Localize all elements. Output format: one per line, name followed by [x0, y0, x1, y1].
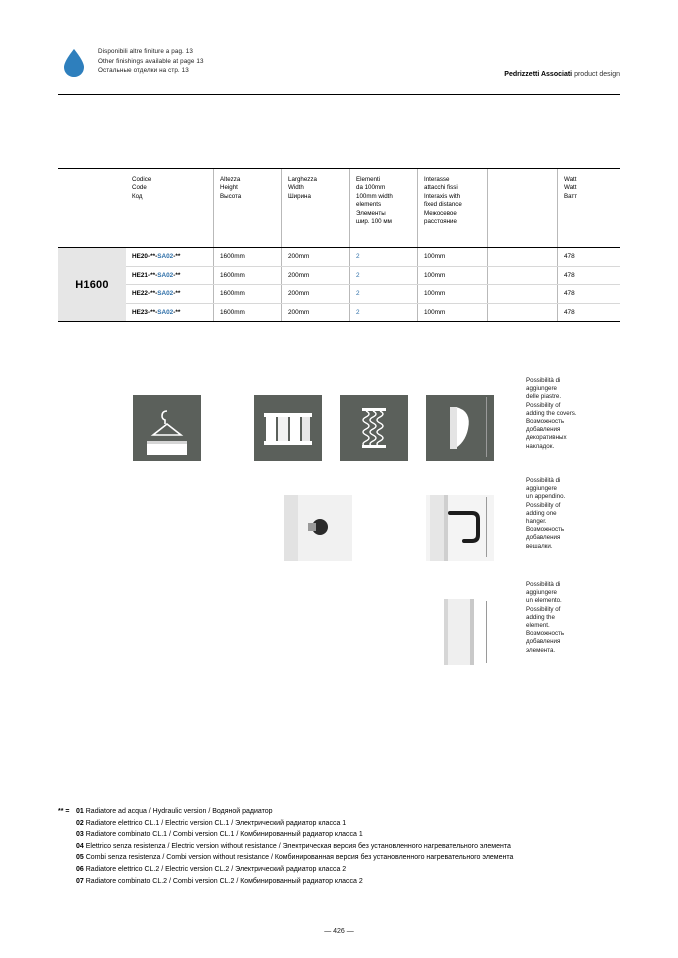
header-watt-ru: Ватт [564, 192, 578, 200]
header-watt-en: Watt [564, 184, 577, 192]
code-suffix: -** [173, 271, 181, 279]
note-covers-en1: Possibility of [526, 401, 561, 409]
code-prefix: HE23-**- [132, 308, 158, 316]
cell-height: 1600mm [214, 285, 282, 303]
cell-interaxis: 100mm [418, 248, 488, 266]
note-hanger-ru2: добавления [526, 534, 561, 542]
cell-height: 1600mm [214, 267, 282, 285]
header-code-ru: Код [132, 192, 143, 200]
cell-width: 200mm [282, 248, 350, 266]
note-hanger-en3: hanger. [526, 518, 547, 526]
footnote-star: ** = [58, 808, 70, 815]
note-covers-ru1: Возможность [526, 418, 565, 426]
row-divider [486, 601, 487, 663]
note-element-it1: Possibilità di [526, 581, 561, 588]
thumbnail-cover-hanger [133, 395, 201, 461]
thumbnail-hanger-hook [426, 495, 494, 561]
product-option-gallery [58, 377, 620, 693]
page-number: — 426 — [324, 928, 354, 935]
footnote-item [58, 818, 620, 830]
cell-width: 200mm [282, 267, 350, 285]
note-element-it3: un elemento. [526, 597, 562, 605]
thumbnail-hanger-knob [284, 495, 352, 561]
row-divider [486, 497, 487, 557]
cell-watt: 478 [564, 290, 575, 297]
header-elements-4: elements [356, 201, 382, 209]
footnote-item [58, 841, 620, 853]
note-hanger-ru3: вешалки. [526, 542, 553, 550]
cell-elements: 2 [350, 285, 418, 303]
note-hanger-en1: Possibility of [526, 501, 561, 509]
finishes-note [98, 47, 204, 76]
option-row-element [58, 581, 620, 669]
cell-elements: 2 [350, 267, 418, 285]
table-row [126, 285, 620, 304]
footnote-item [58, 864, 620, 876]
cell-spacer [488, 248, 558, 266]
header-interaxis-4: fixed distance [424, 201, 462, 209]
code-suffix: -** [173, 253, 181, 260]
note-hanger-it1: Possibilità di [526, 477, 561, 484]
header-elements-1: Elementi [356, 176, 381, 183]
note-element-en2: adding the [526, 613, 555, 621]
footnote-number: 03 [76, 831, 84, 839]
note-element-it2: aggiungere [526, 589, 557, 597]
note-element-en1: Possibility of [526, 605, 561, 613]
header-height-en: Height [220, 184, 238, 192]
row-divider [486, 397, 487, 457]
code-series: SA02 [157, 253, 174, 260]
cell-elements: 2 [350, 248, 418, 266]
code-series: SA02 [157, 271, 174, 279]
header-cell-height [214, 169, 282, 247]
cell-height: 1600mm [214, 304, 282, 322]
cell-spacer [488, 285, 558, 303]
cell-code [126, 267, 214, 285]
header-elements-6: шир. 100 мм [356, 218, 392, 226]
code-suffix: -** [173, 290, 181, 297]
cell-watt: 478 [564, 308, 575, 316]
note-hanger [526, 477, 590, 551]
code-series: SA02 [157, 290, 174, 297]
header-watt-it: Watt [564, 176, 577, 183]
cell-interaxis: 100mm [418, 285, 488, 303]
footnote-item [58, 876, 620, 888]
note-hanger-ru1: Возможность [526, 526, 565, 534]
finishes-note-it: Disponibili altre finiture a pag. 13 [98, 48, 193, 55]
footnote-number: 04 [76, 842, 84, 850]
header-interaxis-1: Interasse [424, 176, 450, 183]
header-height-ru: Высота [220, 192, 242, 200]
code-suffix: -** [173, 308, 181, 316]
note-hanger-it2: aggiungere [526, 485, 557, 493]
header-width-en: Width [288, 184, 304, 192]
cell-elements: 2 [350, 304, 418, 322]
code-prefix: HE22-**- [132, 290, 158, 297]
header-code-en: Code [132, 184, 147, 192]
specification-table [58, 168, 620, 322]
footnote-text: Elettrico senza resistenza / Electric version without resistance / Электрическая версия без установленного нагревательного элемента [85, 842, 511, 850]
header-cell-code [126, 169, 214, 247]
footnote-text: Radiatore elettrico CL.1 / Electric version CL.1 / Электрический радиатор класса 1 [85, 819, 347, 827]
cell-spacer [488, 267, 558, 285]
header-cell-interaxis [418, 169, 488, 247]
finishes-note-ru: Остальные отделки на стр. 13 [98, 67, 189, 75]
header-height-it: Altezza [220, 176, 241, 183]
header-cell-watt [558, 169, 620, 247]
cell-watt: 478 [564, 271, 575, 279]
note-covers [526, 377, 590, 451]
note-covers-it3: delle piastre. [526, 393, 562, 401]
option-row-covers [58, 377, 620, 465]
footnote-text: Radiatore combinato CL.2 / Combi version CL.2 / Комбинированный радиатор класса 2 [85, 877, 363, 885]
note-element-ru2: добавления [526, 638, 561, 646]
note-covers-ru4: накладок. [526, 442, 555, 450]
note-element-ru1: Возможность [526, 630, 565, 638]
note-hanger-en2: adding one [526, 509, 557, 517]
cell-spacer [488, 304, 558, 322]
thumbnail-extra-element [426, 599, 494, 669]
cell-code [126, 285, 214, 303]
footnote-number: 07 [76, 877, 84, 885]
cell-height: 1600mm [214, 248, 282, 266]
header-interaxis-3: Interaxis with [424, 192, 461, 200]
note-hanger-it3: un appendino. [526, 493, 566, 501]
designer-role: product design [574, 71, 620, 78]
cell-width: 200mm [282, 285, 350, 303]
footnote-number: 06 [76, 865, 84, 873]
note-element [526, 581, 590, 655]
table-header-row [58, 168, 620, 248]
footnote-text: Radiatore elettrico CL.2 / Electric version CL.2 / Электрический радиатор класса 2 [85, 865, 347, 873]
header-cell-blank [58, 169, 126, 247]
footnote-item [58, 852, 620, 864]
finishes-note-en: Other finishings available at page 13 [98, 57, 204, 65]
thumbnail-cover-plates [254, 395, 322, 461]
cell-code [126, 304, 214, 322]
option-row-hanger [58, 477, 620, 565]
note-element-ru3: элемента. [526, 646, 556, 654]
footnote-number: 01 [76, 808, 84, 815]
header-width-it: Larghezza [288, 176, 317, 183]
page-header [58, 42, 620, 95]
code-series: SA02 [157, 308, 174, 316]
footnotes-legend [58, 806, 620, 887]
cell-code [126, 248, 214, 266]
note-element-en3: element. [526, 622, 550, 630]
cell-width: 200mm [282, 304, 350, 322]
table-row [126, 304, 620, 322]
cell-watt: 478 [564, 253, 575, 260]
table-rows [126, 248, 620, 321]
group-label-h1600: H1600 [58, 248, 126, 321]
table-row [126, 267, 620, 286]
footnote-text: Radiatore ad acqua / Hydraulic version / Водяной радиатор [85, 808, 273, 815]
footnote-number: 02 [76, 819, 84, 827]
code-prefix: HE20-**- [132, 253, 158, 260]
footnote-text: Radiatore combinato CL.1 / Combi version CL.1 / Комбинированный радиатор класса 1 [85, 831, 363, 839]
note-covers-it1: Possibilità di [526, 377, 561, 384]
cell-interaxis: 100mm [418, 267, 488, 285]
thumbnail-cover-towel [426, 395, 494, 461]
header-interaxis-6: расстояние [424, 218, 457, 226]
footnote-item [58, 829, 620, 841]
designer-name: Pedrizzetti Associati [504, 71, 573, 78]
footnote-number: 05 [76, 854, 84, 862]
water-drop-icon [62, 48, 86, 78]
header-width-ru: Ширина [288, 192, 311, 200]
note-covers-ru2: добавления [526, 426, 561, 434]
note-covers-en2: adding the covers. [526, 409, 577, 417]
table-body [58, 248, 620, 322]
header-cell-width [282, 169, 350, 247]
header-elements-3: 100mm width [356, 192, 393, 200]
footnote-text: Combi senza resistenza / Combi version without resistance / Комбинированная версия без установленного нагревательного элемента [85, 854, 514, 862]
header-cell-spacer [488, 169, 558, 247]
header-elements-2: da 100mm [356, 184, 386, 192]
footnote-item [58, 806, 620, 818]
header-cell-elements [350, 169, 418, 247]
header-interaxis-2: attacchi fissi [424, 184, 458, 192]
header-interaxis-5: Межосевое [424, 209, 457, 217]
header-elements-5: Элементы [356, 209, 386, 217]
note-covers-ru3: декоративных [526, 434, 567, 442]
thumbnail-cover-radiator [340, 395, 408, 461]
note-covers-it2: aggiungere [526, 385, 557, 393]
table-row [126, 248, 620, 267]
designer-credit [504, 71, 620, 78]
code-prefix: HE21-**- [132, 271, 158, 279]
header-code-it: Codice [132, 176, 152, 183]
cell-interaxis: 100mm [418, 304, 488, 322]
